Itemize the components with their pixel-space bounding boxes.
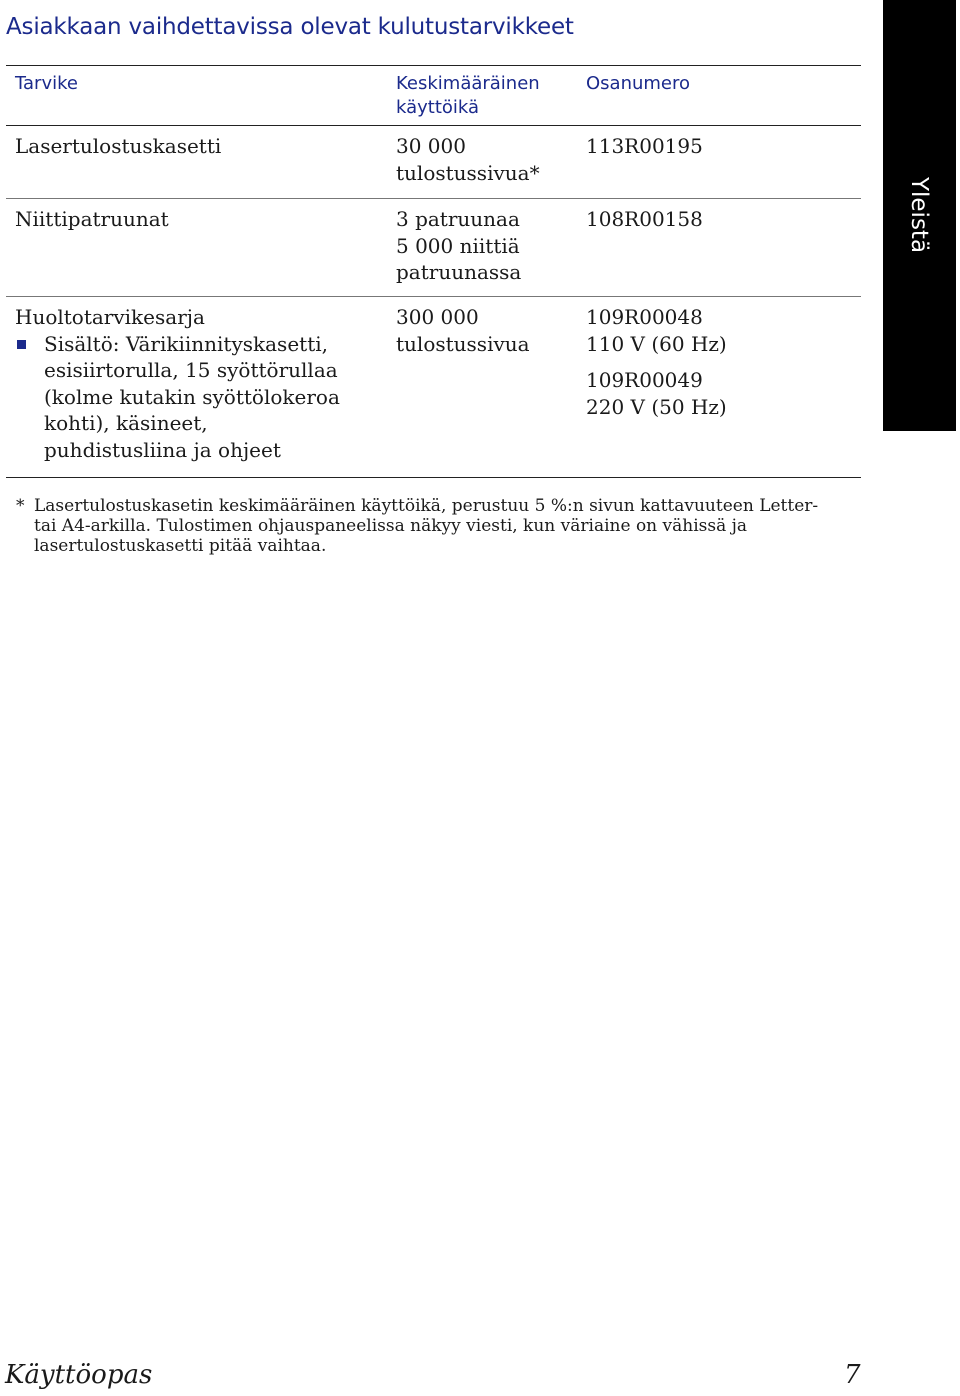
row-item-cell bbox=[6, 304, 387, 463]
table-row bbox=[6, 199, 861, 296]
footnote-mark: * bbox=[16, 496, 25, 516]
row-part-220v: 109R00049 220 V (50 Hz) bbox=[586, 368, 727, 419]
table-row bbox=[6, 297, 861, 477]
table-footnote bbox=[16, 496, 861, 556]
header-part: Osanumero bbox=[586, 73, 691, 94]
header-life: Keskimääräinen käyttöikä bbox=[396, 73, 540, 118]
section-side-tab bbox=[883, 0, 956, 431]
square-bullet-icon bbox=[17, 340, 26, 349]
table-row bbox=[6, 126, 861, 198]
row-life: 3 patruunaa 5 000 niittiä patruunassa bbox=[396, 207, 522, 284]
row-life: 300 000 tulostussivua bbox=[396, 305, 530, 356]
table-header-row bbox=[6, 66, 861, 125]
contents-bullet-item bbox=[15, 331, 387, 464]
row-item: Lasertulostuskasetti bbox=[15, 134, 222, 158]
row-life: 30 000 tulostussivua* bbox=[396, 134, 540, 185]
page-number: 7 bbox=[844, 1360, 861, 1390]
table-bottom-rule bbox=[6, 477, 861, 478]
row-part-cell bbox=[577, 304, 861, 420]
supplies-table bbox=[6, 65, 861, 478]
row-part: 113R00195 bbox=[586, 134, 703, 158]
contents-text: Sisältö: Värikiinnityskasetti, esisiirtorulla, 15 syöttörullaa (kolme kutakin syöttölokeroa kohti), käsineet, puhdistusliina ja ohjeet bbox=[44, 331, 340, 462]
footnote-text: Lasertulostuskasetin keskimääräinen käyttöikä, perustuu 5 %:n sivun kattavuuteen Letter- tai A4-arkilla. Tulostimen ohjauspaneelissa näkyy viesti, kun väriaine on vähissä ja lasertulostuskasetti pitää vaihtaa. bbox=[34, 496, 819, 556]
header-item: Tarvike bbox=[15, 73, 78, 94]
row-part-110v: 109R00048 110 V (60 Hz) bbox=[586, 305, 727, 356]
row-item: Niittipatruunat bbox=[15, 207, 169, 231]
side-tab-label: Yleistä bbox=[906, 176, 932, 254]
row-part: 108R00158 bbox=[586, 207, 703, 231]
page-title: Asiakkaan vaihdettavissa olevat kulutustarvikkeet bbox=[6, 14, 574, 40]
row-item: Huoltotarvikesarja bbox=[15, 305, 205, 329]
footer-title: Käyttöopas bbox=[5, 1360, 153, 1390]
